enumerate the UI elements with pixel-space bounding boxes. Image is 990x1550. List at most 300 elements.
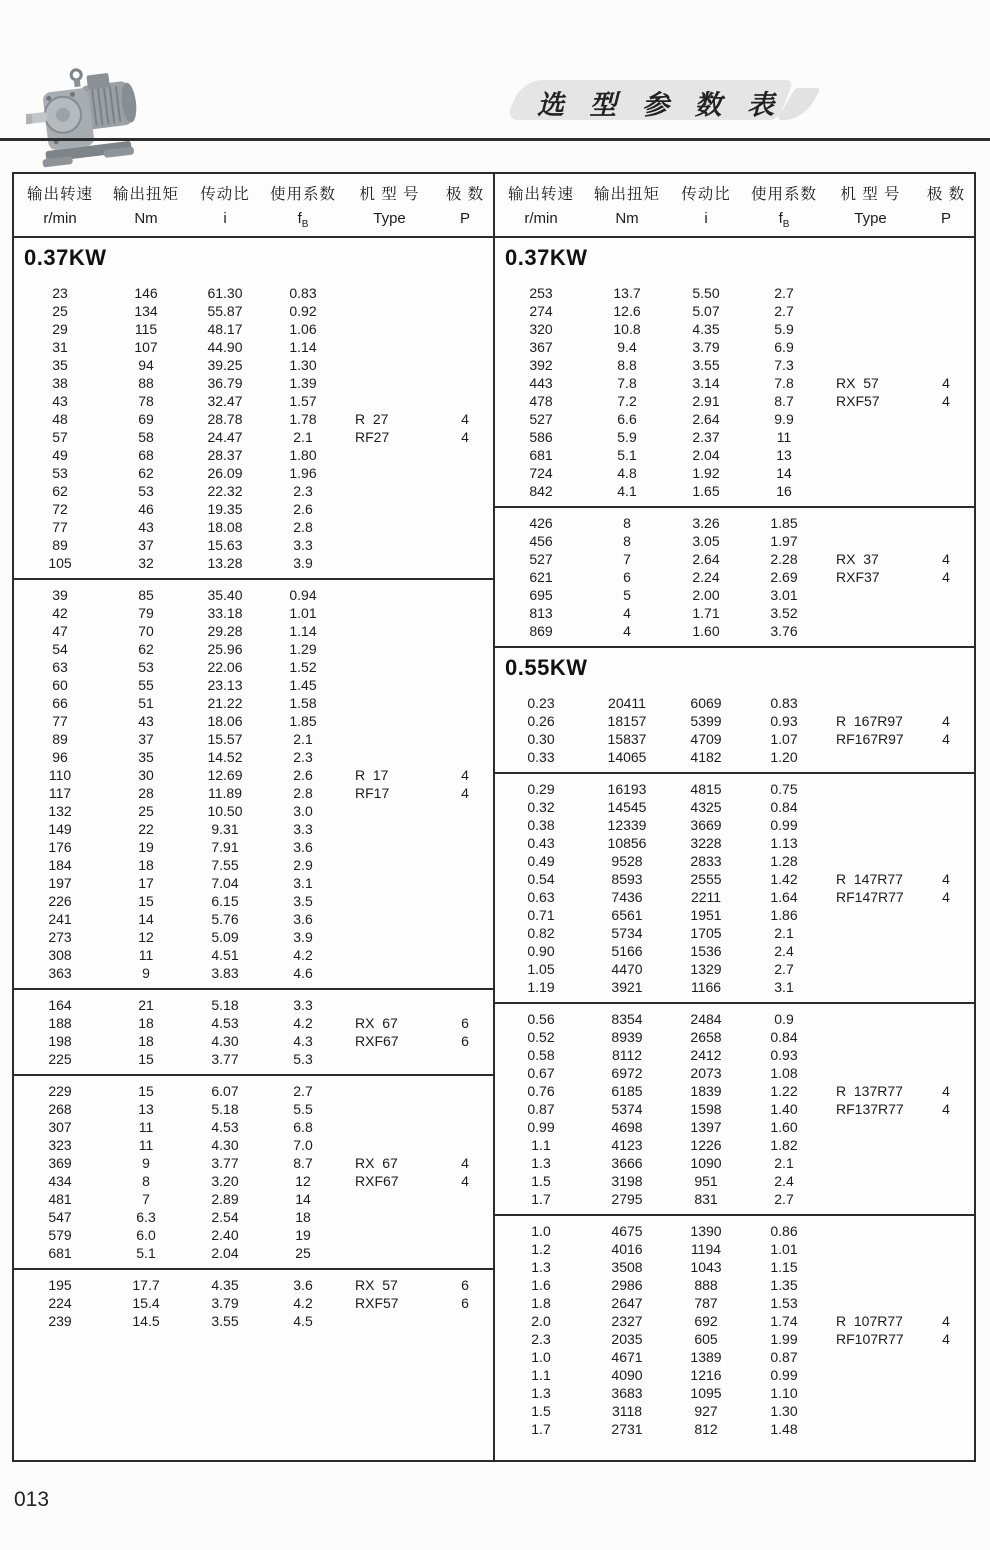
cell-ratio: 7.55 xyxy=(211,857,239,873)
cell-ratio: 18.06 xyxy=(207,713,243,729)
col-header-unit xyxy=(106,208,186,230)
table-row xyxy=(14,1136,493,1154)
cell-rpm: 239 xyxy=(48,1313,72,1329)
cell-rpm: 1.1 xyxy=(531,1137,551,1153)
cell-ratio: 6069 xyxy=(690,695,722,711)
cell-factor: 1.78 xyxy=(289,411,317,427)
cell-factor: 5.9 xyxy=(774,321,794,337)
cell-ratio: 831 xyxy=(694,1191,718,1207)
cell-rpm: 1.6 xyxy=(531,1277,551,1293)
gear-motor-icon xyxy=(26,60,148,178)
cell-factor: 19 xyxy=(295,1227,311,1243)
cell-torque: 8.8 xyxy=(617,357,637,373)
table-row xyxy=(14,302,493,320)
col-header-unit xyxy=(342,208,437,230)
cell-ratio: 4.35 xyxy=(692,321,720,337)
cell-poles: 4 xyxy=(461,411,469,427)
cell-torque: 5.9 xyxy=(617,429,637,445)
cell-ratio: 2484 xyxy=(690,1011,722,1027)
cell-ratio: 36.79 xyxy=(207,375,243,391)
table-block xyxy=(14,1270,493,1336)
col-header-unit xyxy=(918,208,974,230)
table-row xyxy=(14,730,493,748)
table-row xyxy=(14,320,493,338)
cell-rpm: 0.63 xyxy=(527,889,555,905)
table-block xyxy=(495,508,974,648)
cell-rpm: 184 xyxy=(48,857,72,873)
cell-ratio: 2073 xyxy=(690,1065,722,1081)
cell-poles: 4 xyxy=(461,767,469,783)
cell-torque: 13.7 xyxy=(613,285,641,301)
cell-ratio: 1216 xyxy=(690,1367,722,1383)
cell-factor: 1.08 xyxy=(770,1065,798,1081)
table-row xyxy=(495,550,974,568)
cell-torque: 4698 xyxy=(611,1119,643,1135)
cell-factor: 0.9 xyxy=(774,1011,794,1027)
column-header-unit-row xyxy=(495,208,974,230)
cell-factor: 3.76 xyxy=(770,623,798,639)
table-row xyxy=(495,356,974,374)
table-row xyxy=(14,338,493,356)
cell-rpm: 579 xyxy=(48,1227,72,1243)
page-title: 选 型 参 数 表 xyxy=(536,90,783,120)
cell-factor: 1.30 xyxy=(770,1403,798,1419)
col-header-unit xyxy=(264,208,342,230)
table-row xyxy=(14,428,493,446)
cell-torque: 14545 xyxy=(607,799,647,815)
table-row xyxy=(14,658,493,676)
cell-torque: 9 xyxy=(142,965,150,981)
cell-rpm: 0.29 xyxy=(527,781,555,797)
cell-ratio: 4.30 xyxy=(211,1033,239,1049)
table-row xyxy=(495,1082,974,1100)
col-header-unit-subscript: B xyxy=(782,219,790,230)
cell-rpm: 89 xyxy=(52,537,68,553)
cell-torque: 37 xyxy=(138,537,154,553)
cell-torque: 146 xyxy=(134,285,158,301)
cell-factor: 7.8 xyxy=(774,375,794,391)
cell-ratio: 1.65 xyxy=(692,483,720,499)
col-header-cn: 传动比 xyxy=(200,186,250,203)
table-row xyxy=(495,374,974,392)
table-row xyxy=(14,554,493,572)
cell-factor: 0.83 xyxy=(289,285,317,301)
cell-ratio: 3.83 xyxy=(211,965,239,981)
cell-factor: 2.1 xyxy=(774,925,794,941)
cell-factor: 3.6 xyxy=(293,1277,313,1293)
cell-rpm: 2.3 xyxy=(531,1331,551,1347)
cell-factor: 1.01 xyxy=(770,1241,798,1257)
cell-torque: 53 xyxy=(138,483,154,499)
cell-rpm: 308 xyxy=(48,947,72,963)
cell-torque: 7.8 xyxy=(617,375,637,391)
cell-torque: 4 xyxy=(623,623,631,639)
cell-ratio: 1043 xyxy=(690,1259,722,1275)
cell-ratio: 28.37 xyxy=(207,447,243,463)
cell-factor: 1.48 xyxy=(770,1421,798,1437)
cell-torque: 51 xyxy=(138,695,154,711)
table-row xyxy=(495,816,974,834)
cell-torque: 43 xyxy=(138,713,154,729)
cell-torque: 8939 xyxy=(611,1029,643,1045)
cell-rpm: 0.76 xyxy=(527,1083,555,1099)
col-header-unit-text: P xyxy=(459,210,470,227)
cell-rpm: 456 xyxy=(529,533,553,549)
cell-torque: 2986 xyxy=(611,1277,643,1293)
cell-ratio: 3.55 xyxy=(211,1313,239,1329)
col-header-cn: 机 型 号 xyxy=(840,186,901,203)
col-header-unit xyxy=(745,208,823,230)
cell-poles: 6 xyxy=(461,1295,469,1311)
cell-factor: 3.3 xyxy=(293,997,313,1013)
table-block xyxy=(495,278,974,508)
table-row xyxy=(14,784,493,802)
cell-rpm: 273 xyxy=(48,929,72,945)
table-row xyxy=(495,960,974,978)
cell-type: RX 57 xyxy=(355,1277,398,1293)
cell-ratio: 5.07 xyxy=(692,303,720,319)
cell-torque: 4470 xyxy=(611,961,643,977)
table-row xyxy=(495,748,974,766)
cell-factor: 3.0 xyxy=(293,803,313,819)
table-block xyxy=(495,774,974,1004)
cell-ratio: 1598 xyxy=(690,1101,722,1117)
col-header-cn: 极 数 xyxy=(445,186,485,203)
cell-torque: 3118 xyxy=(611,1403,643,1419)
cell-torque: 25 xyxy=(138,803,154,819)
cell-ratio: 55.87 xyxy=(207,303,243,319)
cell-ratio: 13.28 xyxy=(207,555,243,571)
cell-rpm: 621 xyxy=(529,569,553,585)
cell-torque: 6185 xyxy=(611,1083,643,1099)
cell-factor: 1.53 xyxy=(770,1295,798,1311)
cell-factor: 2.3 xyxy=(293,483,313,499)
table-row xyxy=(14,640,493,658)
cell-rpm: 0.30 xyxy=(527,731,555,747)
table-row xyxy=(495,622,974,640)
cell-rpm: 0.52 xyxy=(527,1029,555,1045)
cell-ratio: 1.60 xyxy=(692,623,720,639)
cell-ratio: 1839 xyxy=(690,1083,722,1099)
cell-factor: 6.9 xyxy=(774,339,794,355)
col-header-cn: 输出转速 xyxy=(26,186,93,203)
cell-torque: 30 xyxy=(138,767,154,783)
table-row xyxy=(14,838,493,856)
cell-factor: 2.4 xyxy=(774,943,794,959)
table-row xyxy=(14,410,493,428)
table-row xyxy=(14,604,493,622)
table-block xyxy=(14,990,493,1076)
cell-torque: 78 xyxy=(138,393,154,409)
cell-factor: 1.64 xyxy=(770,889,798,905)
cell-torque: 134 xyxy=(134,303,158,319)
table-row xyxy=(14,802,493,820)
cell-factor: 2.28 xyxy=(770,551,798,567)
cell-torque: 2327 xyxy=(611,1313,643,1329)
cell-rpm: 195 xyxy=(48,1277,72,1293)
cell-torque: 10.8 xyxy=(613,321,641,337)
cell-type: R 107R77 xyxy=(836,1313,903,1329)
cell-factor: 0.75 xyxy=(770,781,798,797)
cell-ratio: 5.76 xyxy=(211,911,239,927)
cell-ratio: 692 xyxy=(694,1313,718,1329)
cell-poles: 4 xyxy=(942,889,950,905)
table-row xyxy=(495,1420,974,1438)
cell-rpm: 586 xyxy=(529,429,553,445)
table-row xyxy=(495,514,974,532)
table-row xyxy=(495,1258,974,1276)
table-row xyxy=(14,1312,493,1330)
cell-rpm: 35 xyxy=(52,357,68,373)
cell-rpm: 57 xyxy=(52,429,68,445)
cell-ratio: 19.35 xyxy=(207,501,243,517)
cell-rpm: 224 xyxy=(48,1295,72,1311)
cell-ratio: 1329 xyxy=(690,961,722,977)
cell-rpm: 23 xyxy=(52,285,68,301)
cell-torque: 4 xyxy=(623,605,631,621)
cell-rpm: 0.33 xyxy=(527,749,555,765)
cell-ratio: 1090 xyxy=(690,1155,722,1171)
power-section-title: 0.37KW xyxy=(24,245,107,270)
cell-torque: 3508 xyxy=(611,1259,643,1275)
table-row xyxy=(14,1100,493,1118)
cell-torque: 62 xyxy=(138,641,154,657)
cell-factor: 5.5 xyxy=(293,1101,313,1117)
cell-type: RXF37 xyxy=(836,569,880,585)
cell-torque: 15.4 xyxy=(132,1295,160,1311)
col-header-cn: 传动比 xyxy=(681,186,731,203)
cell-factor: 2.6 xyxy=(293,767,313,783)
cell-factor: 2.1 xyxy=(293,429,313,445)
cell-ratio: 25.96 xyxy=(207,641,243,657)
cell-rpm: 77 xyxy=(52,519,68,535)
cell-rpm: 60 xyxy=(52,677,68,693)
cell-torque: 2647 xyxy=(611,1295,643,1311)
cell-type: RX 67 xyxy=(355,1015,398,1031)
cell-ratio: 3669 xyxy=(690,817,722,833)
cell-type: RF17 xyxy=(355,785,390,801)
cell-ratio: 3.79 xyxy=(692,339,720,355)
cell-factor: 1.40 xyxy=(770,1101,798,1117)
cell-ratio: 4.51 xyxy=(211,947,239,963)
cell-rpm: 72 xyxy=(52,501,68,517)
cell-factor: 4.6 xyxy=(293,965,313,981)
table-row xyxy=(495,392,974,410)
table-row xyxy=(495,1240,974,1258)
cell-type: R 27 xyxy=(355,411,389,427)
table-row xyxy=(14,1014,493,1032)
cell-rpm: 681 xyxy=(48,1245,72,1261)
cell-rpm: 1.0 xyxy=(531,1349,551,1365)
col-header-unit xyxy=(14,208,106,230)
table-row xyxy=(495,1294,974,1312)
cell-factor: 1.82 xyxy=(770,1137,798,1153)
col-header-unit-text: i xyxy=(223,210,227,227)
cell-torque: 11 xyxy=(138,1137,154,1153)
cell-torque: 2795 xyxy=(611,1191,643,1207)
col-header-unit-text: r/min xyxy=(43,210,77,227)
table-row xyxy=(495,906,974,924)
cell-rpm: 0.43 xyxy=(527,835,555,851)
cell-ratio: 21.22 xyxy=(207,695,243,711)
cell-torque: 14065 xyxy=(607,749,647,765)
cell-torque: 4671 xyxy=(611,1349,643,1365)
table-row xyxy=(14,1276,493,1294)
cell-factor: 7.0 xyxy=(293,1137,313,1153)
cell-factor: 14 xyxy=(776,465,792,481)
cell-torque: 5 xyxy=(623,587,631,603)
cell-rpm: 724 xyxy=(529,465,553,481)
cell-type: RF107R77 xyxy=(836,1331,904,1347)
cell-rpm: 29 xyxy=(52,321,68,337)
cell-rpm: 253 xyxy=(529,285,553,301)
cell-torque: 22 xyxy=(138,821,154,837)
col-header-unit-subscript: B xyxy=(301,219,309,230)
col-header-unit xyxy=(437,208,493,230)
cell-poles: 4 xyxy=(942,551,950,567)
cell-factor: 0.99 xyxy=(770,817,798,833)
cell-factor: 1.14 xyxy=(289,623,317,639)
table-row xyxy=(14,622,493,640)
cell-factor: 1.22 xyxy=(770,1083,798,1099)
cell-factor: 2.7 xyxy=(293,1083,313,1099)
cell-factor: 0.93 xyxy=(770,713,798,729)
cell-torque: 17 xyxy=(138,875,154,891)
cell-ratio: 2412 xyxy=(690,1047,722,1063)
col-header-unit xyxy=(587,208,667,230)
table-row xyxy=(14,1118,493,1136)
table-row xyxy=(495,1100,974,1118)
cell-ratio: 1226 xyxy=(690,1137,722,1153)
cell-rpm: 478 xyxy=(529,393,553,409)
cell-factor: 4.2 xyxy=(293,1015,313,1031)
cell-rpm: 0.67 xyxy=(527,1065,555,1081)
table-row xyxy=(14,694,493,712)
cell-rpm: 43 xyxy=(52,393,68,409)
cell-type: RXF57 xyxy=(355,1295,399,1311)
cell-factor: 0.83 xyxy=(770,695,798,711)
cell-rpm: 176 xyxy=(48,839,72,855)
cell-type: RF167R97 xyxy=(836,731,904,747)
cell-factor: 1.97 xyxy=(770,533,798,549)
cell-ratio: 5.09 xyxy=(211,929,239,945)
cell-factor: 1.10 xyxy=(770,1385,798,1401)
cell-rpm: 1.1 xyxy=(531,1367,551,1383)
cell-torque: 4090 xyxy=(611,1367,643,1383)
table-row xyxy=(14,586,493,604)
cell-ratio: 6.15 xyxy=(211,893,239,909)
cell-factor: 0.99 xyxy=(770,1367,798,1383)
cell-rpm: 0.54 xyxy=(527,871,555,887)
cell-factor: 1.42 xyxy=(770,871,798,887)
cell-torque: 11 xyxy=(138,947,154,963)
cell-ratio: 22.32 xyxy=(207,483,243,499)
cell-rpm: 164 xyxy=(48,997,72,1013)
cell-factor: 4.2 xyxy=(293,947,313,963)
cell-ratio: 2211 xyxy=(690,889,722,905)
cell-factor: 2.7 xyxy=(774,303,794,319)
cell-torque: 53 xyxy=(138,659,154,675)
cell-torque: 7 xyxy=(623,551,631,567)
cell-factor: 7.3 xyxy=(774,357,794,373)
cell-rpm: 320 xyxy=(529,321,553,337)
cell-factor: 3.5 xyxy=(293,893,313,909)
cell-rpm: 426 xyxy=(529,515,553,531)
cell-factor: 14 xyxy=(295,1191,311,1207)
cell-ratio: 3.55 xyxy=(692,357,720,373)
cell-factor: 2.3 xyxy=(293,749,313,765)
cell-poles: 4 xyxy=(461,429,469,445)
cell-ratio: 2.04 xyxy=(692,447,720,463)
table-row xyxy=(495,1276,974,1294)
cell-ratio: 4.35 xyxy=(211,1277,239,1293)
table-row xyxy=(14,1226,493,1244)
cell-factor: 2.4 xyxy=(774,1173,794,1189)
table-row xyxy=(495,694,974,712)
cell-torque: 18 xyxy=(138,1015,154,1031)
cell-ratio: 5.18 xyxy=(211,997,239,1013)
cell-rpm: 367 xyxy=(529,339,553,355)
cell-rpm: 434 xyxy=(48,1173,72,1189)
cell-factor: 0.94 xyxy=(289,587,317,603)
col-header-unit-text: f xyxy=(778,210,783,227)
table-row xyxy=(14,284,493,302)
cell-torque: 4.8 xyxy=(617,465,637,481)
table-block xyxy=(495,1216,974,1444)
cell-torque: 18 xyxy=(138,1033,154,1049)
table-row xyxy=(14,874,493,892)
cell-rpm: 481 xyxy=(48,1191,72,1207)
cell-ratio: 2.89 xyxy=(211,1191,239,1207)
cell-type: RXF67 xyxy=(355,1173,399,1189)
cell-ratio: 1397 xyxy=(690,1119,722,1135)
cell-rpm: 547 xyxy=(48,1209,72,1225)
table-row xyxy=(495,284,974,302)
cell-factor: 1.85 xyxy=(289,713,317,729)
cell-torque: 19 xyxy=(138,839,154,855)
cell-rpm: 77 xyxy=(52,713,68,729)
table-row xyxy=(495,870,974,888)
cell-torque: 8 xyxy=(142,1173,150,1189)
cell-ratio: 2.91 xyxy=(692,393,720,409)
cell-factor: 3.1 xyxy=(293,875,313,891)
table-row xyxy=(495,1118,974,1136)
cell-torque: 2731 xyxy=(611,1421,643,1437)
cell-rpm: 1.19 xyxy=(527,979,555,995)
cell-rpm: 842 xyxy=(529,483,553,499)
table-row xyxy=(495,1366,974,1384)
cell-factor: 1.45 xyxy=(289,677,317,693)
cell-torque: 69 xyxy=(138,411,154,427)
cell-rpm: 1.7 xyxy=(531,1421,551,1437)
cell-rpm: 48 xyxy=(52,411,68,427)
cell-poles: 4 xyxy=(942,713,950,729)
cell-factor: 1.35 xyxy=(770,1277,798,1293)
cell-factor: 1.07 xyxy=(770,731,798,747)
cell-ratio: 1.71 xyxy=(692,605,720,621)
cell-torque: 115 xyxy=(134,321,158,337)
page-number: 013 xyxy=(14,1488,50,1511)
table-row xyxy=(14,892,493,910)
cell-torque: 4016 xyxy=(611,1241,643,1257)
cell-rpm: 1.05 xyxy=(527,961,555,977)
cell-rpm: 1.7 xyxy=(531,1191,551,1207)
cell-rpm: 25 xyxy=(52,303,68,319)
cell-factor: 0.93 xyxy=(770,1047,798,1063)
table-row xyxy=(495,428,974,446)
cell-ratio: 3.26 xyxy=(692,515,720,531)
cell-ratio: 3.79 xyxy=(211,1295,239,1311)
